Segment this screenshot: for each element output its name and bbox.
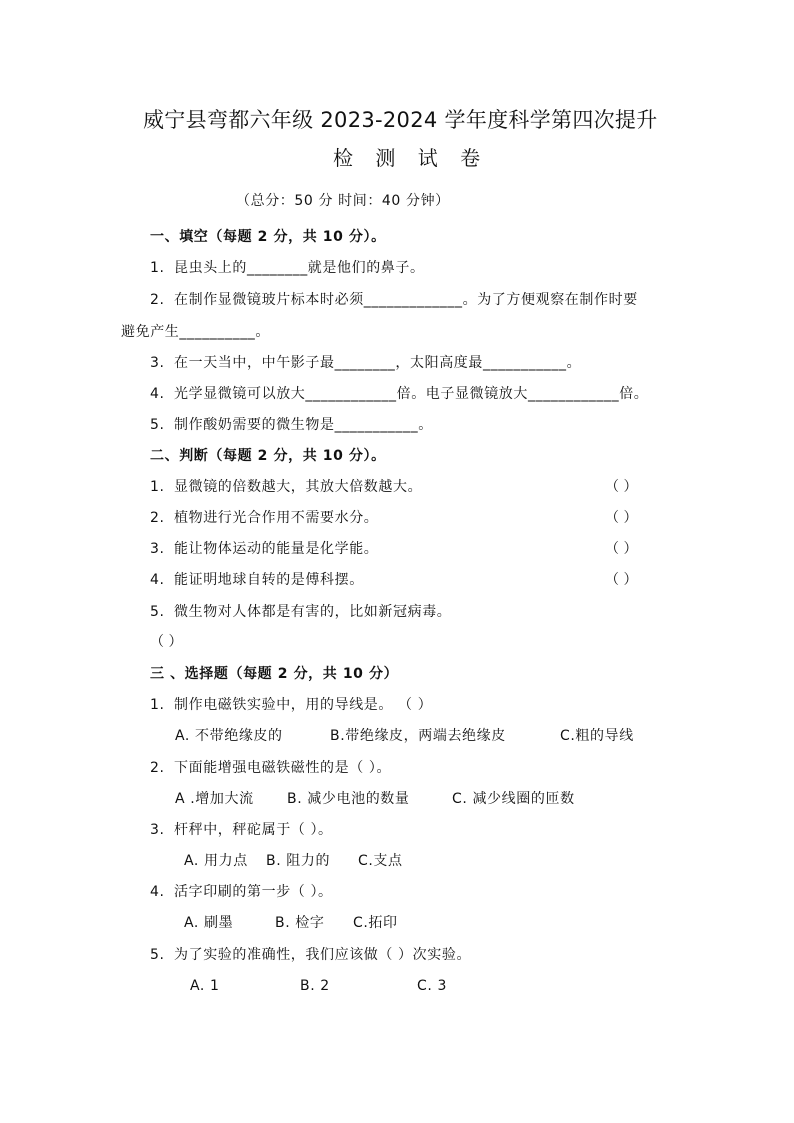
question-text: 植物进行光合作用不需要水分。 <box>174 510 379 526</box>
s3-q3-options <box>184 851 403 871</box>
option-a: A. 用力点 <box>184 853 248 869</box>
section2-heading: 二、判断（每题 2 分，共 10 分）。 <box>150 448 386 464</box>
exam-subtitle: 检 测 试 卷 <box>333 146 489 170</box>
question-number: 3. <box>150 822 165 838</box>
question-number: 5. <box>150 417 165 433</box>
s1-q2-continued: 避免产生__________。 <box>121 324 270 340</box>
s2-q3 <box>150 539 378 559</box>
section3-heading: 三 、选择题（每题 2 分，共 10 分） <box>150 666 399 682</box>
option-c: C.拓印 <box>353 915 398 931</box>
s3-q3 <box>150 820 333 840</box>
exam-meta: （总分：50 分 时间：40 分钟） <box>236 193 450 209</box>
question-number: 5. <box>150 947 165 963</box>
question-number: 1. <box>150 260 165 276</box>
question-text: 能让物体运动的能量是化学能。 <box>174 541 379 557</box>
question-text: 制作酸奶需要的微生物是___________。 <box>174 417 433 433</box>
option-b: B. 阻力的 <box>266 853 331 869</box>
question-text: 制作电磁铁实验中，用的导线是。 （ ） <box>174 697 433 713</box>
question-text: 能证明地球自转的是傅科摆。 <box>174 572 364 588</box>
question-number: 4. <box>150 572 165 588</box>
question-number: 2. <box>150 760 165 776</box>
option-b: B. 2 <box>300 978 330 994</box>
question-text: 在一天当中，中午影子最________，太阳高度最___________。 <box>174 355 582 371</box>
s1-q3 <box>150 353 581 373</box>
option-c: C.支点 <box>358 853 403 869</box>
question-number: 1. <box>150 697 165 713</box>
question-text: 光学显微镜可以放大____________倍。电子显微镜放大____________倍。 <box>174 386 649 402</box>
option-c: C.粗的导线 <box>560 728 634 744</box>
question-text: 杆秤中，秤砣属于（ ）。 <box>174 822 333 838</box>
question-text: 微生物对人体都是有害的，比如新冠病毒。 <box>174 604 452 620</box>
question-text: 活字印刷的第一步（ ）。 <box>174 884 333 900</box>
option-b: B. 检字 <box>275 915 325 931</box>
s3-q2-options <box>175 789 575 809</box>
option-b: B. 减少电池的数量 <box>287 791 410 807</box>
option-a: A. 刷墨 <box>184 915 234 931</box>
answer-paren: （ ） <box>605 479 638 495</box>
answer-paren: （ ） <box>150 634 183 650</box>
option-c: C. 3 <box>417 978 447 994</box>
s3-q1 <box>150 695 432 715</box>
s1-q5 <box>150 415 433 435</box>
option-a: A. 1 <box>190 978 220 994</box>
s3-q5 <box>150 945 471 965</box>
question-number: 5. <box>150 604 165 620</box>
option-b: B.带绝缘皮，两端去绝缘皮 <box>330 728 506 744</box>
s2-q5 <box>150 602 451 622</box>
option-a: A .增加大流 <box>175 791 254 807</box>
question-number: 3. <box>150 541 165 557</box>
question-text: 昆虫头上的________就是他们的鼻子。 <box>174 260 425 276</box>
section1-heading: 一、填空（每题 2 分，共 10 分）。 <box>150 229 386 245</box>
question-number: 2. <box>150 292 165 308</box>
question-text: 下面能增强电磁铁磁性的是（ ）。 <box>174 760 392 776</box>
question-text: 为了实验的准确性，我们应该做（ ）次实验。 <box>174 947 472 963</box>
s3-q4 <box>150 882 333 902</box>
option-a: A. 不带绝缘皮的 <box>175 728 283 744</box>
s3-q1-options <box>175 726 634 746</box>
question-number: 4. <box>150 386 165 402</box>
s1-q2 <box>150 290 638 310</box>
s3-q5-options <box>190 976 447 996</box>
s1-q4 <box>150 384 648 404</box>
answer-paren: （ ） <box>605 572 638 588</box>
s3-q2 <box>150 758 391 778</box>
s3-q4-options <box>184 913 398 933</box>
exam-title: 威宁县弯都六年级 2023-2024 学年度科学第四次提升 <box>143 108 658 132</box>
question-number: 1. <box>150 479 165 495</box>
s1-q1 <box>150 258 425 278</box>
question-text: 在制作显微镜玻片标本时必须_____________。为了方便观察在制作时要 <box>174 292 638 308</box>
question-number: 2. <box>150 510 165 526</box>
s2-q1 <box>150 477 422 497</box>
answer-paren: （ ） <box>605 541 638 557</box>
answer-paren: （ ） <box>605 510 638 526</box>
question-text: 显微镜的倍数越大，其放大倍数越大。 <box>174 479 423 495</box>
option-c: C. 减少线圈的匝数 <box>452 791 575 807</box>
question-number: 3. <box>150 355 165 371</box>
s2-q2 <box>150 508 378 528</box>
s2-q4 <box>150 570 364 590</box>
question-number: 4. <box>150 884 165 900</box>
